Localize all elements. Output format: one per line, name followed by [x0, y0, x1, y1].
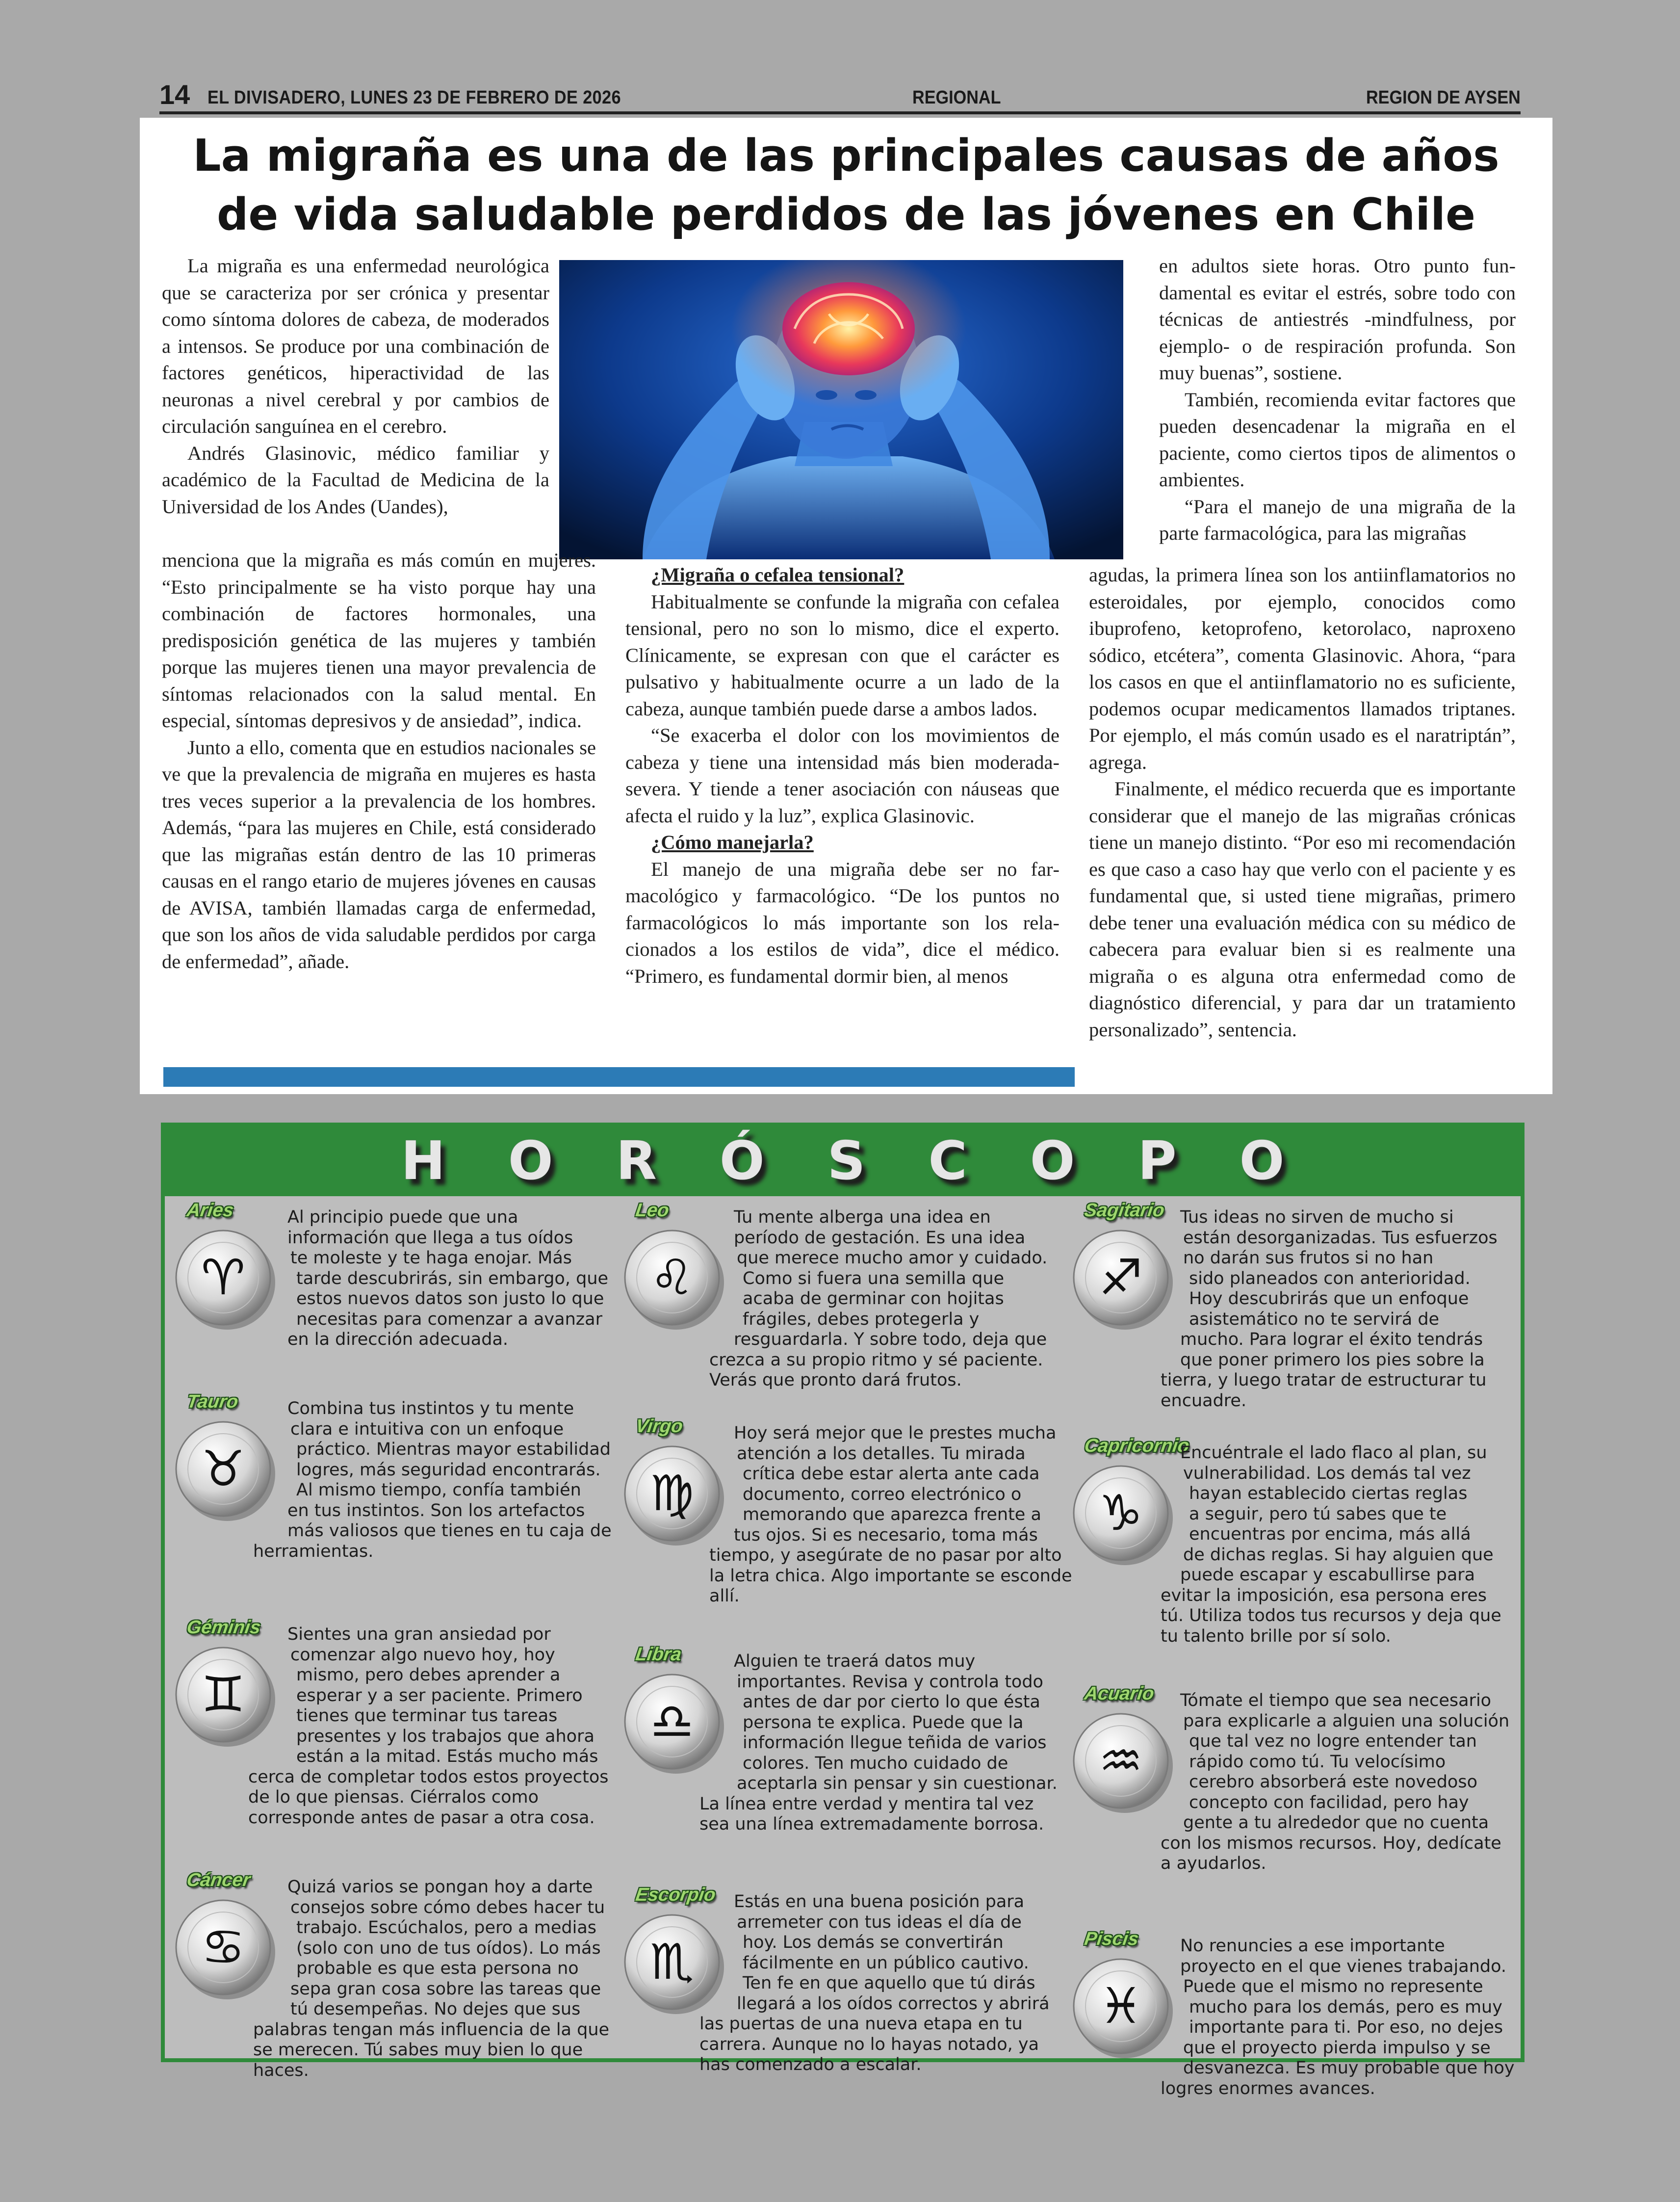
aries-ram-icon — [172, 1226, 276, 1330]
horoscope-sign-cancer — [172, 1870, 614, 2105]
sign-text-line: Ten fe en que aquello que tú dirás — [743, 1973, 1035, 1993]
sign-text-line: información llegue teñida de varios — [743, 1733, 1047, 1753]
sign-text-line: clara e intuitiva con un enfoque — [290, 1419, 564, 1439]
svg-text:♋: ♋ — [201, 1918, 245, 1976]
horoscope-sign-tauro — [172, 1391, 614, 1627]
sign-text-line: están desorganizadas. Tus esfuerzos — [1183, 1228, 1498, 1248]
sign-text-line: herramientas. — [253, 1541, 374, 1561]
migraine-brain-illustration — [559, 260, 1123, 559]
sign-text-line: Sientes una gran ansiedad por — [287, 1625, 551, 1644]
sign-text-line: memorando que aparezca frente a — [743, 1505, 1041, 1524]
article-paragraph: “Para el manejo de una migraña de la parte farmacológica, para las migrañas — [1159, 495, 1516, 544]
sign-text-line: Hoy descubrirás que un enfoque — [1189, 1289, 1469, 1309]
article — [140, 118, 1552, 1094]
sign-text-line: mucho. Para lograr el éxito tendrás — [1180, 1330, 1483, 1349]
sign-text-line: Encuéntrale el lado flaco al plan, su — [1180, 1443, 1487, 1463]
svg-text:♍: ♍ — [650, 1465, 694, 1522]
gemini-twins-icon — [172, 1643, 276, 1747]
sign-text-line: comenzar algo nuevo hoy, hoy — [290, 1645, 555, 1665]
sign-text-line: que tal vez no logre entender tan — [1189, 1731, 1477, 1751]
horoscope-sign-sagitario — [1070, 1200, 1511, 1436]
horoscope-title: HORÓSCOPO — [401, 1130, 1347, 1192]
sign-text-line: carrera. Aunque no lo hayas notado, ya — [699, 2034, 1039, 2054]
sign-text — [1161, 1207, 1498, 1411]
sign-text-line: presentes y los trabajos que ahora — [296, 1726, 594, 1746]
sign-text-line: acaba de germinar con hojitas — [743, 1289, 1004, 1309]
sign-text-line: sido planeados con anterioridad. — [1189, 1268, 1471, 1288]
sign-text-line: cerebro absorberá este novedoso — [1189, 1772, 1477, 1792]
sign-text-line: no darán sus frutos si no han — [1183, 1248, 1434, 1268]
sign-text-line: frágiles, debes protegerla y — [743, 1309, 980, 1329]
sagittarius-archer-icon — [1070, 1226, 1174, 1330]
sign-text-line: rápido como tú. Tu velocísimo — [1189, 1752, 1446, 1772]
taurus-bull-icon — [172, 1417, 276, 1521]
sign-name: Tauro — [185, 1391, 240, 1412]
sign-text-line: hayan establecido ciertas reglas — [1189, 1484, 1468, 1503]
sign-text-line: crezca a su propio ritmo y sé paciente. — [709, 1350, 1043, 1370]
sign-text-line: Tu mente alberga una idea en — [734, 1207, 991, 1227]
capricorn-goat-icon — [1070, 1461, 1174, 1565]
sign-name: Sagitario — [1083, 1200, 1166, 1221]
sign-text-line: documento, correo electrónico o — [743, 1484, 1022, 1504]
sign-text-line: tú desempeñas. No dejes que sus — [290, 1999, 581, 2019]
sign-text — [287, 1207, 608, 1350]
sign-text-line: tarde descubrirás, sin embargo, que — [296, 1268, 609, 1288]
sign-text-line: que merece mucho amor y cuidado. — [737, 1248, 1048, 1268]
page-number: 14 — [159, 79, 190, 110]
sign-text-line: te moleste y te haga enojar. Más — [290, 1248, 572, 1268]
libra-scales-icon — [621, 1670, 725, 1774]
section-label: REGIONAL — [912, 87, 1001, 108]
horoscope-sign-libra — [621, 1644, 1062, 1880]
sign-text-line: esperar y a ser paciente. Primero — [296, 1685, 583, 1705]
sign-text-line: atención a los detalles. Tu mirada — [737, 1443, 1026, 1464]
svg-text:♌: ♌ — [650, 1249, 694, 1306]
sign-text — [1161, 1443, 1501, 1647]
sign-text-line: en la dirección adecuada. — [287, 1330, 509, 1349]
article-paragraph: La migraña es una enfermedad neurológica que se caracteriza por ser crónica y presentar como síntoma dolores de cabeza, de moderados a intensos. Se produce por una combinación de factores genéticos, hiperactividad de las neuronas a nivel cerebral y por cambios de circulación sanguínea en el cerebro. — [162, 255, 549, 437]
article-column-2 — [625, 562, 1060, 990]
sign-text-line: Quizá varios se pongan hoy a darte — [287, 1877, 593, 1897]
sign-text-line: logres enormes avances. — [1161, 2078, 1375, 2098]
sign-text — [253, 1399, 612, 1562]
sign-text-line: de lo que piensas. Ciérralos como — [248, 1787, 539, 1807]
aquarius-waterbearer-icon — [1070, 1709, 1174, 1813]
sign-text-line: trabajo. Escúchalos, pero a medias — [296, 1918, 597, 1938]
sign-text — [709, 1423, 1072, 1607]
sign-name: Capricornio — [1083, 1436, 1191, 1456]
sign-text-line: importantes. Revisa y controla todo — [737, 1672, 1043, 1692]
virgo-maiden-icon — [621, 1442, 725, 1546]
horoscope-sign-virgo — [621, 1416, 1072, 1652]
svg-text:♏: ♏ — [650, 1933, 694, 1991]
sign-text-line: sea una línea extremadamente borrosa. — [699, 1814, 1044, 1834]
sign-text-line: Alguien te traerá datos muy — [734, 1652, 976, 1671]
horoscope-sign-piscis — [1070, 1929, 1515, 2164]
sign-text-line: Verás que pronto dará frutos. — [709, 1370, 962, 1390]
sign-text-line: La línea entre verdad y mentira tal vez — [699, 1794, 1034, 1814]
sign-text-line: que el proyecto pierda impulso y se — [1183, 2038, 1491, 2058]
sign-text-line: a ayudarlos. — [1161, 1854, 1266, 1873]
sign-text-line: (solo con uno de tus oídos). Lo más — [296, 1938, 601, 1958]
sign-name: Leo — [634, 1200, 671, 1221]
sign-text-line: mismo, pero debes aprender a — [296, 1665, 561, 1685]
sign-text-line: allí. — [709, 1586, 740, 1606]
sign-text-line: resguardarla. Y sobre todo, deja que — [734, 1330, 1047, 1349]
sign-text-line: de dichas reglas. Si hay alguien que — [1183, 1545, 1494, 1565]
sign-text-line: logres, más seguridad encontrarás. — [296, 1460, 601, 1480]
sign-text-line: se merecen. Tú sabes muy bien lo que — [253, 2040, 583, 2060]
svg-text:♊: ♊ — [201, 1666, 245, 1723]
sign-text — [699, 1892, 1050, 2075]
article-paragraph: menciona que la migraña es más común en mujeres. “Esto principalmente se ha visto porque hay una combinación de factores hormonales, una predisposición genética de las mujeres y también porque las mujeres tienen una mayor prevalencia de síntomas relacionados con la salud mental. En especial, síntomas depresivos y de ansiedad”, indica. — [162, 549, 596, 732]
horoscope-sign-acuario — [1070, 1683, 1511, 1919]
article-paragraph: “Se exacerba el dolor con los movimientos de cabeza y tiene una intensidad más bien moderada-severa. Y tiende a tener asociación con náuseas que afecta el ruido y la luz”, explica Glasinovic. — [625, 724, 1060, 827]
sign-text-line: necesitas para comenzar a avanzar — [296, 1309, 602, 1329]
article-photo — [559, 260, 1123, 559]
sign-text-line: Puede que el mismo no represente — [1183, 1977, 1483, 1996]
sign-text-line: en tus instintos. Son los artefactos — [287, 1500, 585, 1520]
sign-text — [1161, 1691, 1510, 1874]
article-paragraph: Habitualmente se confunde la migraña con cefalea tensional, pero no son lo mismo, dice el experto. Clínicamente, se expresan con que el carácter es pulsativo y habitualmente ocurre a un lado de la cabeza, aunque también puede darse a ambos lados. — [625, 590, 1060, 720]
article-paragraph: en adultos siete horas. Otro punto fundamental es evitar el estrés, sobre todo con técnicas de antiestrés -mindfulness, por ejemplo- o de respiración profunda. Son muy buenas”, sostiene. — [1159, 255, 1516, 384]
sign-text-line: sepa gran cosa sobre las tareas que — [290, 1979, 601, 1999]
sign-text-line: hoy. Los demás se convertirán — [743, 1933, 1004, 1952]
sign-text-line: información que llega a tus oídos — [287, 1228, 573, 1248]
sign-text-line: a seguir, pero tú sabes que te — [1189, 1504, 1447, 1524]
sign-text-line: llegará a los oídos correctos y abrirá — [737, 1993, 1050, 2014]
sign-text — [709, 1207, 1048, 1391]
svg-text:♓: ♓ — [1099, 1977, 1143, 2035]
sign-text-line: están a la mitad. Estás mucho más — [296, 1747, 598, 1766]
svg-text:♒: ♒ — [1099, 1732, 1143, 1789]
sign-text — [253, 1877, 610, 2081]
sign-text-line: con los mismos recursos. Hoy, dedícate — [1161, 1833, 1501, 1853]
sign-text-line: que poner primero los pies sobre la — [1180, 1350, 1485, 1370]
sign-text — [1161, 1936, 1515, 2099]
horoscope-sign-capricornio — [1070, 1436, 1511, 1671]
sign-text-line: persona te explica. Puede que la — [743, 1712, 1024, 1732]
article-column-3-bottom — [1089, 562, 1516, 1043]
leo-lion-icon — [621, 1226, 725, 1330]
article-paragraph: Andrés Glasinovic, médico familiar y académico de la Facultad de Medicina de la Universidad de los Andes (Uandes), — [162, 442, 549, 518]
sign-name: Virgo — [634, 1416, 684, 1437]
pisces-fish-icon — [1070, 1954, 1174, 2058]
sign-name: Géminis — [185, 1617, 262, 1638]
sign-text-line: haces. — [253, 2060, 309, 2080]
sign-text-line: arremeter con tus ideas el día de — [737, 1912, 1022, 1932]
sign-text-line: Al principio puede que una — [287, 1207, 518, 1227]
sign-text-line: puede escapar y escabullirse para — [1180, 1565, 1475, 1585]
sign-text-line: corresponde antes de pasar a otra cosa. — [248, 1808, 595, 1828]
article-headline: La migraña es una de las principales causas de años de vida saludable perdidos de las jóvenes en Chile — [193, 130, 1499, 240]
sign-text-line: vulnerabilidad. Los demás tal vez — [1183, 1463, 1471, 1483]
subheading-migraine-vs-tension: ¿Migraña o cefalea tensional? — [651, 564, 905, 586]
article-paragraph: También, recomienda evitar factores que pueden desencadenar la migraña en el paciente, como ciertos tipos de alimentos o ambientes. — [1159, 388, 1516, 491]
sign-text-line: tienes que terminar tus tareas — [296, 1706, 558, 1726]
sign-text-line: práctico. Mientras mayor estabilidad — [296, 1440, 611, 1459]
horoscope-sign-leo — [621, 1200, 1062, 1436]
sign-text-line: desvanezca. Es muy probable que hoy — [1183, 2058, 1515, 2078]
sign-text-line: concepto con facilidad, pero hay — [1189, 1792, 1469, 1812]
horoscope-box — [161, 1123, 1525, 2098]
sign-text-line: antes de dar por cierto lo que ésta — [743, 1692, 1040, 1712]
svg-text:♉: ♉ — [201, 1440, 245, 1497]
sign-name: Cáncer — [185, 1870, 252, 1890]
article-column-1-bottom — [162, 547, 596, 975]
sign-name: Piscis — [1083, 1929, 1140, 1949]
article-paragraph: Finalmente, el médico recuerda que es importante considerar que el manejo de las migrañas crónicas tiene un manejo distinto. “Por eso mi recomendación es que caso a caso hay que verlo con el paciente y es fundamental que, si usted tiene migrañas, primero debe tener una evaluación médica con su médico de cabecera para evaluar bien si es realmente una migraña o es alguna otra enfermedad como de diagnóstico diferencial, y para dar un tratamiento personalizado”, sentencia. — [1089, 778, 1516, 1041]
horoscope-sign-geminis — [172, 1617, 614, 1853]
sign-text-line: mucho para los demás, pero es muy — [1189, 1997, 1502, 2017]
sign-text-line: Combina tus instintos y tu mente — [287, 1399, 574, 1418]
sign-text-line: más valiosos que tienes en tu caja de — [287, 1521, 612, 1541]
masthead — [159, 81, 1521, 114]
sign-text-line: proyecto en el que vienes trabajando. — [1180, 1956, 1507, 1976]
sign-text-line: estos nuevos datos son justo lo que — [296, 1289, 604, 1309]
article-column-3-top — [1159, 253, 1516, 547]
sign-text-line: gente a tu alrededor que no cuenta — [1183, 1813, 1489, 1833]
sign-text-line: cerca de completar todos estos proyectos — [248, 1767, 609, 1787]
sign-text-line: Hoy será mejor que le prestes mucha — [734, 1423, 1057, 1443]
article-paragraph: Junto a ello, comenta que en estudios nacionales se ve que la prevalencia de migraña en mujeres es hasta tres veces superior a la prevalencia de los hombres. Además, “para las mujeres en Chile, está considerado que las migrañas están dentro de las 10 primeras causas en el rango etario de mujeres jóvenes en causas de AVISA, también llamadas carga de enfermedad, que son los años de vida saludable perdidos por carga de enfermedad”, añade. — [162, 736, 596, 972]
sign-text-line: evitar la imposición, esa persona eres — [1161, 1585, 1487, 1605]
sign-text-line: asistemático no te servirá de — [1189, 1309, 1440, 1329]
sign-text-line: tus ojos. Si es necesario, toma más — [734, 1525, 1038, 1545]
article-paragraph: El manejo de una migraña debe ser no farmacológico y farmacológico. “De los puntos no farmacológicos lo más importante son los relacionados a los estilos de vida”, dice el médico. “Primero, es fundamental dormir bien, al menos — [625, 858, 1060, 987]
sign-text — [699, 1652, 1058, 1835]
sign-text-line: Tus ideas no sirven de mucho si — [1180, 1207, 1454, 1227]
sign-text-line: período de gestación. Es una idea — [734, 1228, 1026, 1248]
article-paragraph: agudas, la primera línea son los antiinflamatorios no esteroidales, por ejemplo, conocidos como ibuprofeno, ketoprofeno, ketorolaco, naproxeno sódico, etcétera”, comenta Glasinovic. Ahora, “para los casos en que el antiinflamatorio no es suficiente, podemos ocupar medicamentos llamados triptanes. Por ejemplo, el más común usado es el naratriptán”, agrega. — [1089, 564, 1516, 773]
sign-name: Acuario — [1083, 1683, 1156, 1704]
sign-text-line: Tómate el tiempo que sea necesario — [1180, 1691, 1492, 1710]
sign-text-line: para explicarle a alguien una solución — [1183, 1711, 1510, 1731]
sign-text-line: probable es que esta persona no — [296, 1959, 579, 1978]
sign-text-line: palabras tengan más influencia de la que — [253, 2019, 610, 2040]
horoscope-sign-escorpio — [621, 1885, 1062, 2120]
sign-text-line: tu talento brille por sí solo. — [1161, 1626, 1391, 1646]
sign-text-line: Al mismo tiempo, confía también — [296, 1480, 581, 1500]
sign-text-line: Estás en una buena posición para — [734, 1892, 1025, 1912]
sign-text — [248, 1625, 609, 1828]
dateline: EL DIVISADERO, LUNES 23 DE FEBRERO DE 2026 — [207, 87, 621, 108]
sign-name: Escorpio — [634, 1885, 717, 1905]
sign-name: Libra — [634, 1644, 683, 1665]
cancer-crab-icon — [172, 1895, 276, 1999]
sign-text-line: aceptarla sin pensar y sin cuestionar. — [737, 1774, 1058, 1793]
svg-text:♎: ♎ — [650, 1693, 694, 1750]
sign-text-line: fácilmente en un público cautivo. — [743, 1953, 1029, 1973]
region-label: REGION DE AYSEN — [1366, 87, 1521, 108]
sign-text-line: colores. Ten mucho cuidado de — [743, 1753, 1008, 1773]
sign-text-line: Como si fuera una semilla que — [743, 1268, 1005, 1288]
sign-text-line: No renuncies a ese importante — [1180, 1936, 1445, 1956]
article-column-1-top — [162, 253, 549, 520]
sign-text-line: consejos sobre cómo debes hacer tu — [290, 1897, 605, 1917]
sign-name: Aries — [185, 1200, 235, 1221]
sign-text-line: tierra, y luego tratar de estructurar tu — [1161, 1370, 1487, 1390]
sign-text-line: crítica debe estar alerta ante cada — [743, 1464, 1040, 1484]
sign-text-line: encuentras por encima, más allá — [1189, 1524, 1471, 1544]
scorpio-scorpion-icon — [621, 1910, 725, 2014]
svg-text:♐: ♐ — [1099, 1249, 1143, 1306]
subheading-how-to-manage: ¿Cómo manejarla? — [651, 831, 814, 853]
sign-text-line: la letra chica. Algo importante se esconde — [709, 1566, 1072, 1586]
article-footer-bar — [163, 1067, 1075, 1087]
sign-text-line: encuadre. — [1161, 1390, 1247, 1411]
sign-text-line: importante para ti. Por eso, no dejes — [1189, 2018, 1503, 2037]
svg-text:♑: ♑ — [1099, 1484, 1143, 1542]
sign-text-line: las puertas de una nueva etapa en tu — [699, 2014, 1023, 2034]
sign-text-line: tú. Utiliza todos tus recursos y deja que — [1161, 1606, 1501, 1625]
sign-text-line: tiempo, y asegúrate de no pasar por alto — [709, 1546, 1062, 1565]
sign-text-line: has comenzado a escalar. — [699, 2055, 922, 2074]
svg-text:♈: ♈ — [201, 1249, 245, 1306]
